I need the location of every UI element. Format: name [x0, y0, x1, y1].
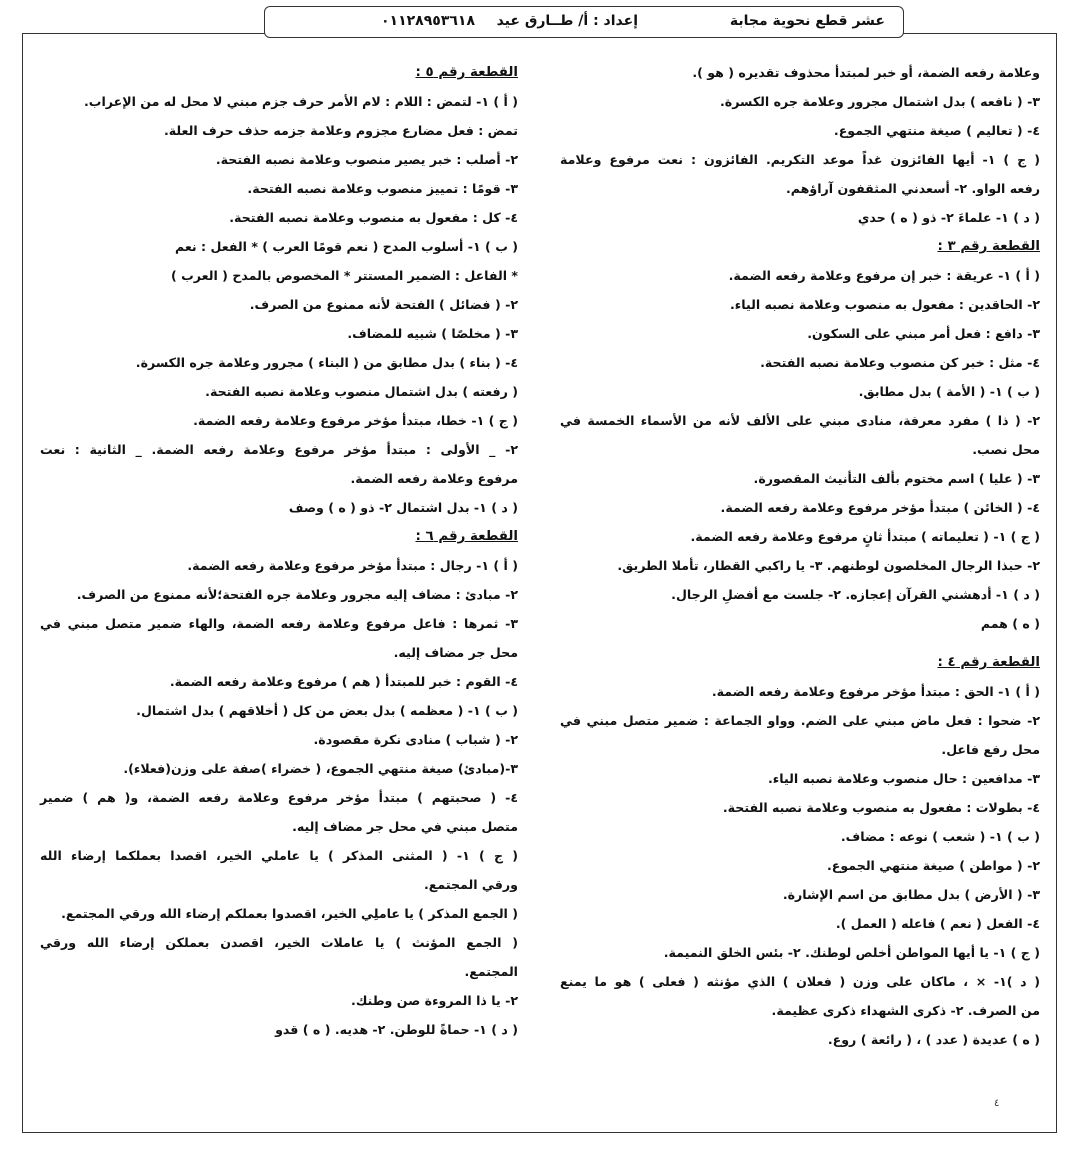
- text-line: ( د )١- × ، ماكان على وزن ( فعلان ) الذي مؤنثه ( فعلى ) هو ما يمنع: [560, 974, 1040, 989]
- text-line: ( رفعته ) بدل اشتمال منصوب وعلامة نصبه الفتحة.: [205, 384, 518, 399]
- left-column: [40, 58, 518, 1044]
- text-line: ٤- ( بناء ) بدل مطابق من ( البناء ) مجرور وعلامة جره الكسرة.: [135, 355, 518, 370]
- text-line: ( ج ) ١- أيها الفائزون غداً موعد التكريم. الفائزون : نعت مرفوع وعلامة: [560, 152, 1040, 167]
- text-line: مرفوع وعلامة رفعه الضمة.: [350, 471, 518, 486]
- text-line: ( ب ) ١- أسلوب المدح ( نعم قومًا العرب ) * الفعل : نعم: [174, 239, 518, 254]
- text-line: ( أ ) ١- الحق : مبتدأ مؤخر مرفوع وعلامة رفعه الضمة.: [711, 684, 1040, 699]
- text-line: ٢- ( فضائل ) الفتحة لأنه ممنوع من الصرف.: [249, 297, 518, 312]
- text-line: ( أ ) ١- رجال : مبتدأ مؤخر مرفوع وعلامة رفعه الضمة.: [187, 558, 518, 573]
- text-line: ( ب ) ١- ( الأمة ) بدل مطابق.: [858, 384, 1040, 399]
- text-line: ٣- ثمرها : فاعل مرفوع وعلامة رفعه الضمة، والهاء ضمير متصل مبني في: [40, 616, 518, 631]
- text-line: ٤- ( صحبتهم ) مبتدأ مؤخر مرفوع وعلامة رفعه الضمة، و( هم ) ضمير: [40, 790, 518, 805]
- text-line: متصل مبني في محل جر مضاف إليه.: [292, 819, 518, 834]
- text-line: ٣- ( مخلصًا ) شبيه للمضاف.: [347, 326, 518, 341]
- section-heading: القطعة رقم ٣ :: [937, 239, 1040, 254]
- text-line: ( ج ) ١- ( تعليماته ) مبتدأ ثانٍ مرفوع وعلامة رفعه الضمة.: [690, 529, 1040, 544]
- section-heading: القطعة رقم ٥ :: [415, 65, 518, 80]
- text-line: ٢- الحاقدين : مفعول به منصوب وعلامة نصبه الياء.: [730, 297, 1040, 312]
- text-line: وعلامة رفعه الضمة، أو خبر لمبتدأ محذوف تقديره ( هو ).: [692, 65, 1040, 80]
- text-line: ٢- ( ذا ) مفرد معرفة، منادى مبني على الألف لأنه من الأسماء الخمسة في: [560, 413, 1040, 428]
- text-line: * الفاعل : الضمير المستتر * المخصوص بالمدح ( العرب ): [171, 268, 518, 283]
- author-phone: ٠١١٢٨٩٥٣٦١٨: [381, 13, 475, 29]
- text-line: ( أ ) ١- لتمض : اللام : لام الأمر حرف جزم مبني لا محل له من الإعراب.: [84, 94, 518, 109]
- text-line: محل رفع فاعل.: [941, 742, 1040, 757]
- author-credit: إعداد : أ/ طــارق عيد: [496, 13, 638, 29]
- text-line: ٣- ( عليا ) اسم مختوم بألف التأنيث المقصورة.: [753, 471, 1040, 486]
- text-line: ٤- ( الخائن ) مبتدأ مؤخر مرفوع وعلامة رفعه الضمة.: [720, 500, 1040, 515]
- text-line: ( ج ) ١- يا أيها المواطن أخلص لوطنك. ٢- بئس الخلق النميمة.: [663, 945, 1040, 960]
- text-line: ( ب ) ١- ( معظمه ) بدل بعض من كل ( أخلاقهم ) بدل اشتمال.: [136, 703, 518, 718]
- text-line: ( الجمع المذكر ) يا عاملِي الخير، اقصدوا بعملكم إرضاء الله ورقي المجتمع.: [61, 906, 518, 921]
- text-line: ( أ ) ١- عريقة : خبر إن مرفوع وعلامة رفعه الضمة.: [728, 268, 1040, 283]
- text-line: ٣- دافع : فعل أمر مبني على السكون.: [807, 326, 1040, 341]
- text-line: ٤- مثل : خبر كن منصوب وعلامة نصبه الفتحة.: [760, 355, 1040, 370]
- text-line: ( الجمع المؤنث ) يا عاملات الخير، اقصدن بعملكن إرضاء الله ورقي: [40, 935, 518, 950]
- text-line: ٣- ( الأرض ) بدل مطابق من اسم الإشارة.: [782, 887, 1040, 902]
- text-line: ٢- مبادئ : مضاف إليه مجرور وعلامة جره الفتحة؛لأنه ممنوع من الصرف.: [76, 587, 518, 602]
- section-heading: القطعة رقم ٦ :: [415, 529, 518, 544]
- text-line: رفعه الواو. ٢- أسعدني المثقفون آراؤهم.: [785, 181, 1040, 196]
- text-line: ( د ) ١- علماءَ ٢- ذو ( ه ) حدي: [857, 210, 1040, 225]
- text-line: ٤- القوم : خبر للمبتدأ ( هم ) مرفوع وعلامة رفعه الضمة.: [169, 674, 518, 689]
- text-line: ٣- مدافعين : حال منصوب وعلامة نصبه الياء.: [768, 771, 1040, 786]
- text-line: ٣-(مبادئ) صيغة منتهي الجموع، ( خضراء )صفة على وزن(فعلاء).: [123, 761, 518, 776]
- text-line: ٢- ( مواطن ) صيغة منتهي الجموع.: [827, 858, 1040, 873]
- spacer: [560, 638, 1040, 648]
- right-column: [560, 58, 1040, 1054]
- text-line: ٤- الفعل ( نعم ) فاعله ( العمل ).: [835, 916, 1040, 931]
- text-line: ( ج ) ١- خطا، مبتدأ مؤخر مرفوع وعلامة رفعه الضمة.: [193, 413, 518, 428]
- text-line: ٤- كل : مفعول به منصوب وعلامة نصبه الفتحة.: [229, 210, 518, 225]
- text-line: ( د ) ١- بدل اشتمال ٢- ذو ( ه ) وصف: [288, 500, 518, 515]
- text-line: ٢- ضحوا : فعل ماض مبني على الضم. وواو الجماعة : ضمير متصل مبني في: [560, 713, 1040, 728]
- text-line: ٤- بطولات : مفعول به منصوب وعلامة نصبه الفتحة.: [722, 800, 1040, 815]
- text-line: تمض : فعل مضارع مجزوم وعلامة جزمه حذف حرف العلة.: [163, 123, 518, 138]
- text-line: المجتمع.: [464, 964, 518, 979]
- text-line: ٣- قومًا : تمييز منصوب وعلامة نصبه الفتحة.: [247, 181, 518, 196]
- text-line: ( د ) ١- حماةً للوطن. ٢- هديه. ( ه ) قدو: [275, 1022, 518, 1037]
- text-line: ( ه ) همم: [980, 616, 1040, 631]
- page-header: [264, 6, 904, 38]
- text-line: ٢- _ الأولى : مبتدأ مؤخر مرفوع وعلامة رفعه الضمة. _ الثانية : نعت: [40, 442, 518, 457]
- text-line: ورقي المجتمع.: [424, 877, 518, 892]
- text-line: ( ه ) عديدة ( عدد ) ، ( رائعة ) روع.: [827, 1032, 1040, 1047]
- text-line: ٢- حبذا الرجال المخلصون لوطنهم. ٣- يا راكبي القطار، تأملا الطريق.: [617, 558, 1040, 573]
- text-line: محل جر مضاف إليه.: [393, 645, 518, 660]
- text-line: ( ب ) ١- ( شعب ) نوعه : مضاف.: [840, 829, 1040, 844]
- text-line: ( د ) ١- أدهشني القرآن إعجازه. ٢- جلست مع أفضلِ الرجال.: [671, 587, 1040, 602]
- section-heading: القطعة رقم ٤ :: [937, 655, 1040, 670]
- page-number: ٤: [994, 1098, 1000, 1109]
- document-title: عشر قطع نحوية مجابة: [729, 13, 885, 29]
- text-line: ٢- يا ذا المروءة صن وطنك.: [351, 993, 518, 1008]
- text-line: ٣- ( نافعه ) بدل اشتمال مجرور وعلامة جره الكسرة.: [719, 94, 1040, 109]
- text-line: من الصرف. ٢- ذكرى الشهداء ذكرى عظيمة.: [771, 1003, 1040, 1018]
- text-line: ٢- ( شباب ) منادى نكرة مقصودة.: [313, 732, 518, 747]
- text-line: محل نصب.: [972, 442, 1040, 457]
- text-line: ( ج ) ١- ( المثنى المذكر ) يا عاملي الخير، اقصدا بعملكما إرضاء الله: [40, 848, 518, 863]
- text-line: ٤- ( تعاليم ) صيغة منتهي الجموع.: [833, 123, 1040, 138]
- text-line: ٢- أصلب : خبر يصير منصوب وعلامة نصبه الفتحة.: [215, 152, 518, 167]
